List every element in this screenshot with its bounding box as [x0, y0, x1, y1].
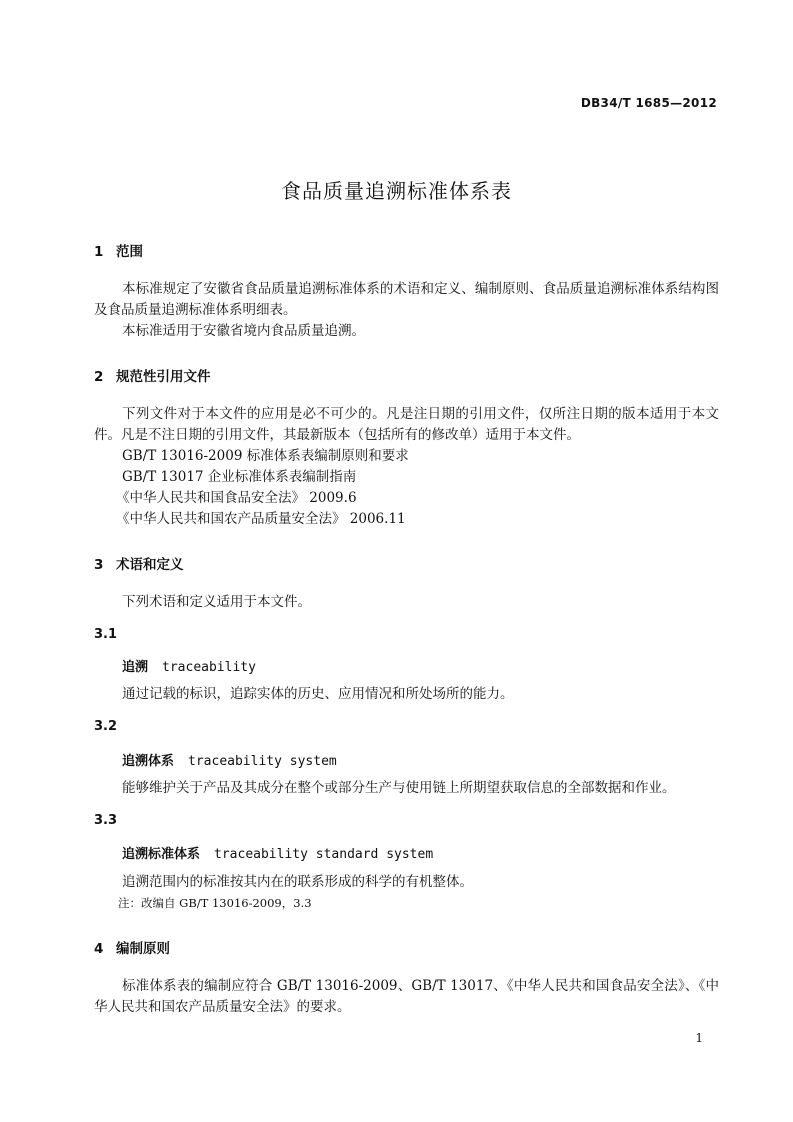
terms-intro: 下列术语和定义适用于本文件。 [122, 594, 311, 610]
section-1-heading [94, 240, 143, 260]
page-number: 1 [695, 1031, 703, 1045]
term-number: 3.3 [94, 813, 118, 828]
term-note: 注：改编自 GB/T 13016-2009，3.3 [118, 896, 312, 910]
term-chinese: 追溯标准体系 [122, 847, 201, 862]
normative-references-paragraph: 下列文件对于本文件的应用是必不可少的。凡是注日期的引用文件，仅所注日期的版本适用于本文件。凡是不注日期的引用文件，其最新版本（包括所有的修改单）适用于本文件。 [94, 406, 719, 443]
section-title: 编制原则 [116, 941, 170, 957]
term-chinese: 追溯体系 [122, 754, 175, 769]
section-title: 术语和定义 [116, 557, 184, 573]
section-number: 4 [94, 941, 104, 957]
section-number: 2 [94, 369, 104, 385]
section-4-heading [94, 937, 170, 957]
term-heading [122, 656, 256, 675]
section-3-heading [94, 553, 184, 573]
section-2-heading [94, 365, 211, 385]
scope-paragraph-2: 本标准适用于安徽省境内食品质量追溯。 [122, 323, 365, 339]
term-english: traceability [162, 660, 256, 675]
document-number: DB34/T 1685—2012 [580, 96, 717, 110]
section-title: 规范性引用文件 [116, 369, 211, 385]
page-title: 食品质量追溯标准体系表 [281, 179, 512, 203]
term-number: 3.2 [94, 719, 118, 734]
section-number: 1 [94, 244, 104, 260]
reference-item: 《中华人民共和国食品安全法》 2009.6 [116, 490, 357, 506]
term-heading [122, 750, 337, 769]
section-title: 范围 [116, 244, 143, 260]
term-definition: 追溯范围内的标准按其内在的联系形成的科学的有机整体。 [122, 874, 473, 890]
scope-paragraph-1: 本标准规定了安徽省食品质量追溯标准体系的术语和定义、编制原则、食品质量追溯标准体系结构图及食品质量追溯标准体系明细表。 [94, 281, 719, 318]
principles-paragraph: 标准体系表的编制应符合 GB/T 13016-2009、GB/T 13017、《中华人民共和国食品安全法》、《中华人民共和国农产品质量安全法》的要求。 [94, 978, 719, 1015]
reference-item: GB/T 13016-2009 标准体系表编制原则和要求 [122, 448, 409, 464]
reference-item: GB/T 13017 企业标准体系表编制指南 [122, 469, 357, 485]
term-english: traceability system [188, 754, 337, 769]
reference-item: 《中华人民共和国农产品质量安全法》 2006.11 [116, 511, 406, 527]
term-definition: 通过记载的标识，追踪实体的历史、应用情况和所处场所的能力。 [122, 686, 514, 702]
term-chinese: 追溯 [122, 660, 149, 675]
term-number: 3.1 [94, 627, 118, 642]
section-number: 3 [94, 557, 104, 573]
term-definition: 能够维护关于产品及其成分在整个或部分生产与使用链上所期望获取信息的全部数据和作业。 [122, 780, 676, 796]
term-heading [122, 843, 433, 862]
term-english: traceability standard system [214, 847, 434, 862]
